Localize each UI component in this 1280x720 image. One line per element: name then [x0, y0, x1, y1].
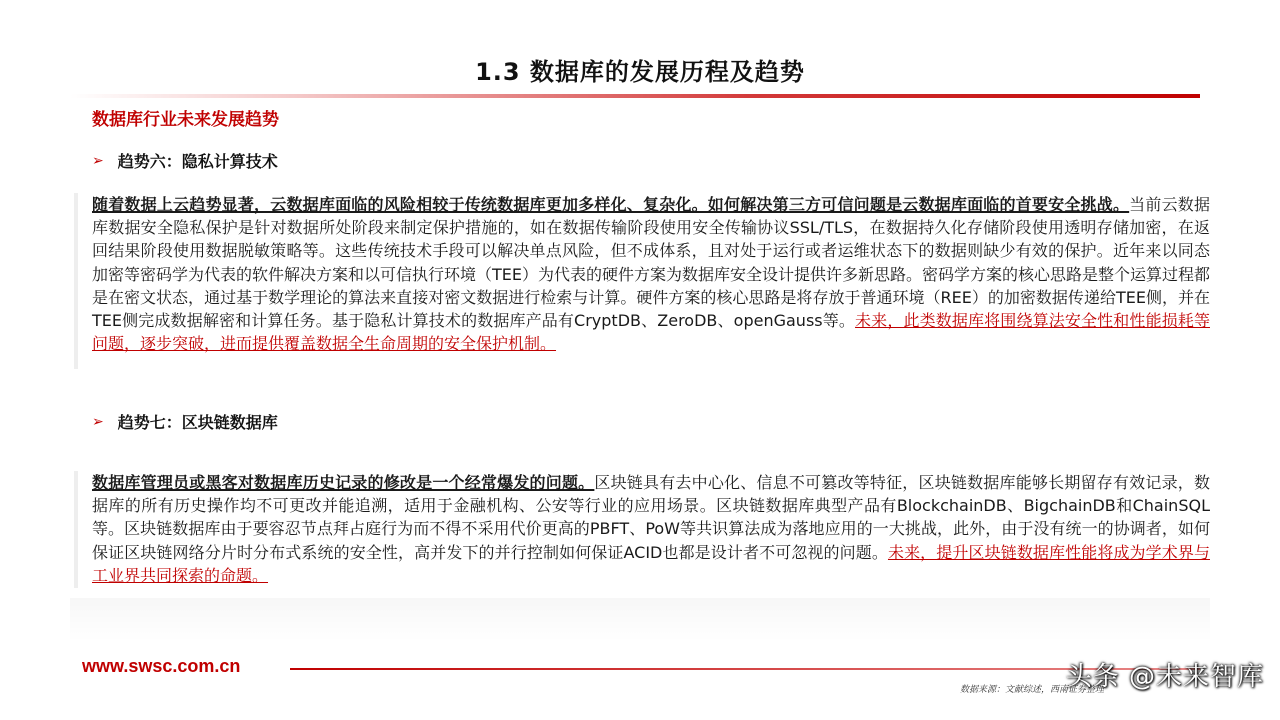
trend-seven-paragraph [92, 471, 1210, 587]
trend-seven-lead: 数据库管理员或黑客对数据库历史记录的修改是一个经常爆发的问题。 [92, 473, 595, 492]
footer-shade [70, 598, 1210, 642]
trend-six-lead: 随着数据上云趋势显著，云数据库面临的风险相较于传统数据库更加多样化、复杂化。如何解决第三方可信问题是云数据库面临的首要安全挑战。 [92, 195, 1130, 214]
title-divider [70, 94, 1200, 98]
paragraph-accent-bar [74, 471, 78, 588]
watermark-text: 头条 @未来智库 [1065, 662, 1264, 692]
footer-url-link[interactable]: www.swsc.com.cn [82, 656, 241, 676]
trend-seven-conclusion: 未来，提升区块链数据库性能将成为学术界与工业界共同探索的命题。 [92, 542, 1210, 585]
trend-six-label: 趋势六：隐私计算技术 [117, 152, 278, 171]
trend-seven-label: 趋势七：区块链数据库 [117, 413, 278, 432]
trend-seven-body: 区块链具有去中心化、信息不可篡改等特征，区块链数据库能够长期留存有效记录，数据库的所有历史操作均不可更改并能追溯，适用于金融机构、公安等行业的应用场景。区块链数据库典型产品有BlockchainDB、BigchainDB和ChainSQL等。区块链数据库由于要容忍节点拜占庭行为而不得不采用代价更高的PBFT、PoW等共识算法成为落地应用的一大挑战，此外，由于没有统一的协调者，如何保证区块链网络分片时分布式系统的安全性，高并发下的并行控制如何保证ACID也都是设计者不可忽视的问题。 [92, 473, 1210, 562]
trend-six-heading [92, 149, 278, 172]
trend-six-conclusion: 未来，此类数据库将围绕算法安全性和性能损耗等问题，逐步突破，进而提供覆盖数据全生命周期的安全保护机制。 [92, 311, 1210, 354]
trend-six-body: 当前云数据库数据安全隐私保护是针对数据所处阶段来制定保护措施的，如在数据传输阶段使用安全传输协议SSL/TLS，在数据持久化存储阶段使用透明存储加密，在返回结果阶段使用数据脱敏策略等。这些传统技术手段可以解决单点风险，但不成体系，且对处于运行或者运维状态下的数据则缺少有效的保护。近年来以同态加密等密码学为代表的软件解决方案和以可信执行环境（TEE）为代表的硬件方案为数据库安全设计提供许多新思路。密码学方案的核心思路是整个运算过程都是在密文状态，通过基于数学理论的算法来直接对密文数据进行检索与计算。硬件方案的核心思路是将存放于普通环境（REE）的加密数据传递给TEE侧，并在TEE侧完成数据解密和计算任务。基于隐私计算技术的数据库产品有CryptDB、ZeroDB、openGauss等。 [92, 195, 1210, 331]
footer-divider [290, 668, 1200, 670]
arrow-bullet-icon: ➢ [92, 152, 104, 169]
arrow-bullet-icon: ➢ [92, 413, 104, 430]
trend-six-paragraph [92, 193, 1210, 355]
trend-seven-heading [92, 410, 278, 433]
section-heading: 数据库行业未来发展趋势 [92, 110, 279, 130]
page-title: 1.3 数据库的发展历程及趋势 [475, 58, 805, 86]
paragraph-accent-bar [74, 193, 78, 369]
footer-source-note: 数据来源：文献综述，西南证券整理 [960, 685, 1105, 695]
